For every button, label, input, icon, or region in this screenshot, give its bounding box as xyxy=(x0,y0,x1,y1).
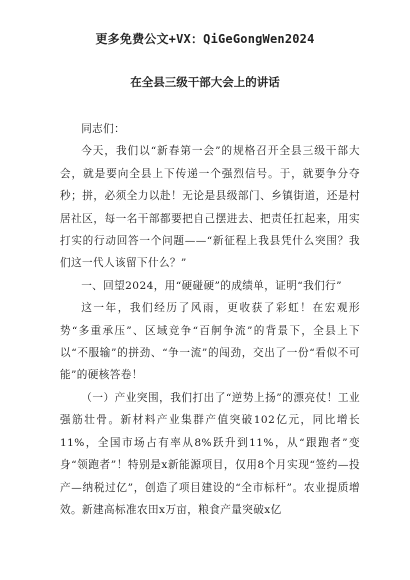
paragraph: 这一年，我们经历了风雨，更收获了彩虹！在宏观形势“多重承压”、区域竞争“百舸争流”的背景下，全县上下以“不服输”的拼劲、“争一流”的闯劲，交出了一份“看似不可能”的硬核答卷！ xyxy=(60,302,360,382)
document-body xyxy=(60,118,360,521)
paragraph: 今天，我们以“新春第一会”的规格召开全县三级干部大会，就是要向全县上下传递一个强烈信号。于，就要争分夺秒；拼，必须全力以赴！无论是县级部门、乡镇街道，还是村居社区，每一名干部都要把自己摆进去、把责任扛起来，用实打实的行动回答一个问题——“新征程上我县凭什么突围？我们这一代人该留下什么？” xyxy=(60,145,360,270)
section-heading: 一、回望2024，用“硬碰硬”的成绩单，证明“我们行” xyxy=(81,279,342,292)
paragraph: （一）产业突围，我们打出了“逆势上扬”的漂亮仗！工业强筋壮骨。新材料产业集群产值突破102亿元，同比增长11%，全国市场占有率从8%跃升到11%，从“跟跑者”变身“领跑者”！特别是x新能源项目，仅用8个月实现“签约—投产—纳税过亿”，创造了项目建设的“全市标杆”。农业提质增效。新建高标准农田x万亩，粮食产量突破x亿 xyxy=(60,391,360,516)
promo-header: 更多免费公文+VX：QiGeGongWen2024 xyxy=(95,32,315,46)
salutation: 同志们： xyxy=(81,123,126,135)
document-title: 在全县三级干部大会上的讲话 xyxy=(130,75,280,89)
